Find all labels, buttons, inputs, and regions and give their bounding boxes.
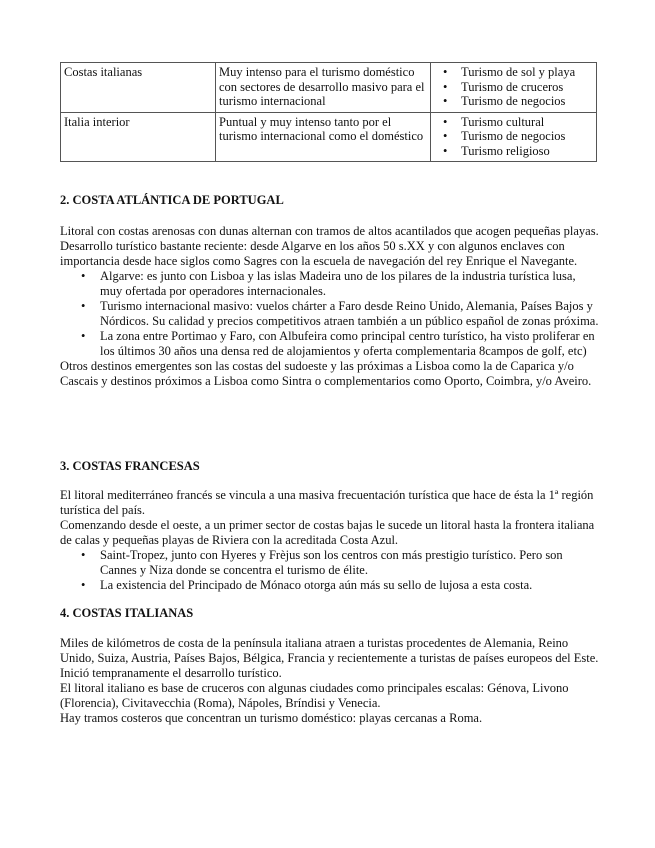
table-cell-types	[431, 63, 597, 113]
types-list	[434, 115, 593, 159]
table-row	[61, 112, 597, 162]
list-item: • Turismo internacional masivo: vuelos chárter a Faro desde Reino Unido, Alemania, Países Bajos y Nórdicos. Su calidad y precios competitivos atraen también a un público español de zonas próxima.	[60, 299, 600, 329]
section-body-france	[60, 488, 600, 593]
list-item: • Turismo de sol y playa	[434, 65, 593, 80]
list-item: • La existencia del Principado de Mónaco otorga aún más su sello de lujosa a esta costa.	[60, 578, 600, 593]
section-heading-italy: 4. COSTAS ITALIANAS	[60, 606, 194, 620]
paragraph: Desarrollo turístico bastante reciente: desde Algarve en los años 50 s.XX y con algunos enclaves con importancia desde hace siglos como Sagres con la escuela de navegación del rey Enrique el Navegante.	[60, 239, 578, 268]
table-cell-region: Italia interior	[61, 112, 216, 162]
table-row	[61, 63, 597, 113]
types-list	[434, 65, 593, 109]
table-cell-intensity: Muy intenso para el turismo doméstico con sectores de desarrollo masivo para el turismo internacional	[216, 63, 431, 113]
table-cell-types	[431, 112, 597, 162]
section-body-portugal	[60, 224, 600, 389]
bullet-list	[60, 269, 600, 359]
bullet-list	[60, 548, 600, 593]
paragraph: Miles de kilómetros de costa de la península italiana atraen a turistas procedentes de Alemania, Reino Unido, Suiza, Austria, Países Bajos, Bélgica, Francia y recientemente a turistas de países europeos del Este.	[60, 636, 599, 665]
list-item: • Turismo de cruceros	[434, 80, 593, 95]
paragraph: Comenzando desde el oeste, a un primer sector de costas bajas le sucede un litoral hasta la frontera italiana de calas y pequeñas playas de Riviera con la acreditada Costa Azul.	[60, 518, 595, 547]
list-item: • Turismo cultural	[434, 115, 593, 130]
paragraph: Inició tempranamente el desarrollo turístico.	[60, 666, 282, 680]
list-item: • Turismo religioso	[434, 144, 593, 159]
paragraph: El litoral mediterráneo francés se vincula a una masiva frecuentación turística que hace de ésta la 1ª región turística del país.	[60, 488, 594, 517]
list-item: • Turismo de negocios	[434, 94, 593, 109]
paragraph: Otros destinos emergentes son las costas del sudoeste y las próximas a Lisboa como la de Caparica y/o Cascais y destinos próximos a Lisboa como Sintra o complementarios como Oporto, Coimbra, y/o Aveiro.	[60, 359, 592, 388]
list-item: • La zona entre Portimao y Faro, con Albufeira como principal centro turístico, ha visto proliferar en los últimos 30 años una densa red de alojamientos y oferta complementaria 8campos de golf, etc)	[60, 329, 600, 359]
paragraph: El litoral italiano es base de cruceros con algunas ciudades como principales escalas: Génova, Livono (Florencia), Civitavecchia (Roma), Nápoles, Bríndisi y Venecia.	[60, 681, 569, 710]
list-item: • Turismo de negocios	[434, 129, 593, 144]
list-item: • Saint-Tropez, junto con Hyeres y Frèjus son los centros con más prestigio turístico. Pero son Cannes y Niza donde se concentra el turismo de élite.	[60, 548, 600, 578]
section-heading-portugal: 2. COSTA ATLÁNTICA DE PORTUGAL	[60, 193, 284, 207]
section-body-italy	[60, 636, 600, 726]
paragraph: Litoral con costas arenosas con dunas alternan con tramos de altos acantilados que acogen pequeñas playas.	[60, 224, 599, 238]
table-cell-region: Costas italianas	[61, 63, 216, 113]
list-item: • Algarve: es junto con Lisboa y las islas Madeira uno de los pilares de la industria turística lusa, muy ofertada por operadores internacionales.	[60, 269, 600, 299]
table-cell-intensity: Puntual y muy intenso tanto por el turismo internacional como el doméstico	[216, 112, 431, 162]
tourism-table	[60, 62, 597, 162]
paragraph: Hay tramos costeros que concentran un turismo doméstico: playas cercanas a Roma.	[60, 711, 483, 725]
section-heading-france: 3. COSTAS FRANCESAS	[60, 459, 200, 473]
